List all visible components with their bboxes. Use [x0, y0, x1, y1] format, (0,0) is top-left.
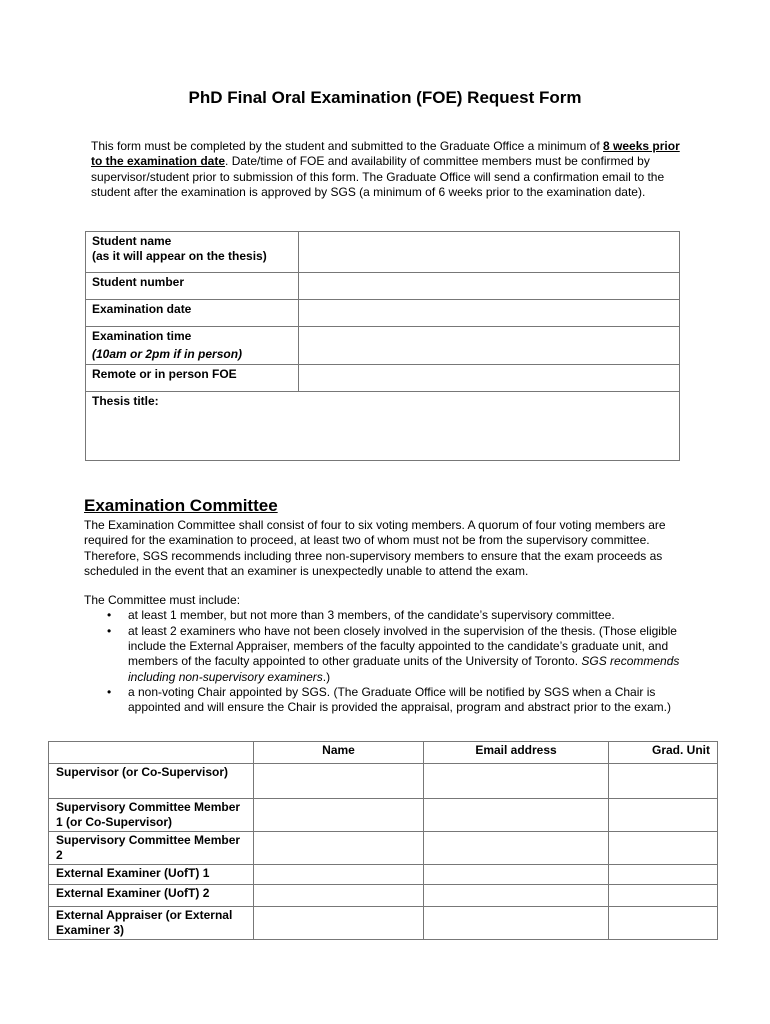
student-info-table [85, 231, 680, 461]
remote-or-in-person-label: Remote or in person FOE [86, 365, 299, 392]
committee-table [48, 741, 718, 940]
examination-time-field[interactable] [299, 327, 680, 365]
examiner1-email-cell[interactable] [424, 865, 609, 885]
list-item: • at least 1 member, but not more than 3 members, of the candidate’s supervisory committee. [107, 608, 615, 623]
appraiser-email-cell[interactable] [424, 907, 609, 940]
student-number-label: Student number [86, 273, 299, 300]
examination-time-label: Examination time (10am or 2pm if in person) [86, 327, 299, 365]
supervisor-unit-cell[interactable] [609, 764, 718, 799]
committee-requirements-list [84, 608, 684, 715]
student-name-field[interactable] [299, 232, 680, 273]
member2-email-cell[interactable] [424, 832, 609, 865]
examiner1-unit-cell[interactable] [609, 865, 718, 885]
table-row [49, 885, 718, 907]
table-row [49, 764, 718, 799]
examiner2-name-cell[interactable] [254, 885, 424, 907]
thesis-title-label: Thesis title: [92, 394, 159, 408]
header-email: Email address [424, 742, 609, 764]
committee-description [84, 518, 684, 716]
examination-date-label: Examination date [86, 300, 299, 327]
member1-name-cell[interactable] [254, 799, 424, 832]
examiner2-unit-cell[interactable] [609, 885, 718, 907]
examiner2-email-cell[interactable] [424, 885, 609, 907]
member2-unit-cell[interactable] [609, 832, 718, 865]
table-row [49, 832, 718, 865]
thesis-title-field[interactable] [86, 392, 680, 461]
intro-paragraph [91, 139, 686, 200]
table-row [49, 865, 718, 885]
table-row [49, 799, 718, 832]
student-name-label: Student name (as it will appear on the thesis) [86, 232, 299, 273]
examiner1-name-cell[interactable] [254, 865, 424, 885]
supervisor-email-cell[interactable] [424, 764, 609, 799]
row-label-committee-member-2: Supervisory Committee Member 2 [49, 832, 254, 865]
row-label-external-examiner-2: External Examiner (UofT) 2 [49, 885, 254, 907]
remote-or-in-person-field[interactable] [299, 365, 680, 392]
list-item: • at least 2 examiners who have not been closely involved in the supervision of the thesis. (Those eligible include the External Appraiser, members of the faculty appointed to the candidate’s graduate unit, and members of the faculty appointed to other graduate units of the University of Toronto. SGS recommends including non-supervisory examiners.) [107, 623, 680, 684]
row-label-external-appraiser: External Appraiser (or External Examiner 3) [49, 907, 254, 940]
list-item: • a non-voting Chair appointed by SGS. (The Graduate Office will be notified by SGS when a Chair is appointed and will ensure the Chair is provided the appraisal, program and abstract prior to the exam.) [107, 684, 671, 715]
table-row [49, 907, 718, 940]
header-grad-unit: Grad. Unit [609, 742, 718, 764]
member1-unit-cell[interactable] [609, 799, 718, 832]
row-label-committee-member-1: Supervisory Committee Member 1 (or Co-Supervisor) [49, 799, 254, 832]
examination-date-field[interactable] [299, 300, 680, 327]
intro-text-2: . Date/time of FOE and availability of committee members must be confirmed by supervisor/student prior to submission of this form. The Graduate Office will send a confirmation email to the student after the examination is approved by SGS (a minimum of 6 weeks prior to the examination date). [91, 154, 665, 199]
member2-name-cell[interactable] [254, 832, 424, 865]
member1-email-cell[interactable] [424, 799, 609, 832]
committee-must-include: The Committee must include: [84, 593, 241, 608]
supervisor-name-cell[interactable] [254, 764, 424, 799]
appraiser-name-cell[interactable] [254, 907, 424, 940]
intro-deadline-emphasis: 8 weeks prior to the examination date [91, 139, 680, 169]
row-label-external-examiner-1: External Examiner (UofT) 1 [49, 865, 254, 885]
student-number-field[interactable] [299, 273, 680, 300]
header-name: Name [254, 742, 424, 764]
page-title: PhD Final Oral Examination (FOE) Request Form [188, 88, 582, 107]
corner-cell [49, 742, 254, 764]
committee-paragraph: The Examination Committee shall consist of four to six voting members. A quorum of four voting members are required for the examination to proceed, at least two of whom must not be from the supervisory committee. Therefore, SGS recommends including three non-supervisory members to ensure that the exam proceeds as scheduled in the event that an examiner is unexpectedly unable to attend the exam. [84, 518, 666, 578]
intro-text-1: This form must be completed by the student and submitted to the Graduate Office a minimum of [91, 139, 604, 153]
row-label-supervisor: Supervisor (or Co-Supervisor) [49, 764, 254, 799]
appraiser-unit-cell[interactable] [609, 907, 718, 940]
committee-heading: Examination Committee [84, 496, 278, 515]
